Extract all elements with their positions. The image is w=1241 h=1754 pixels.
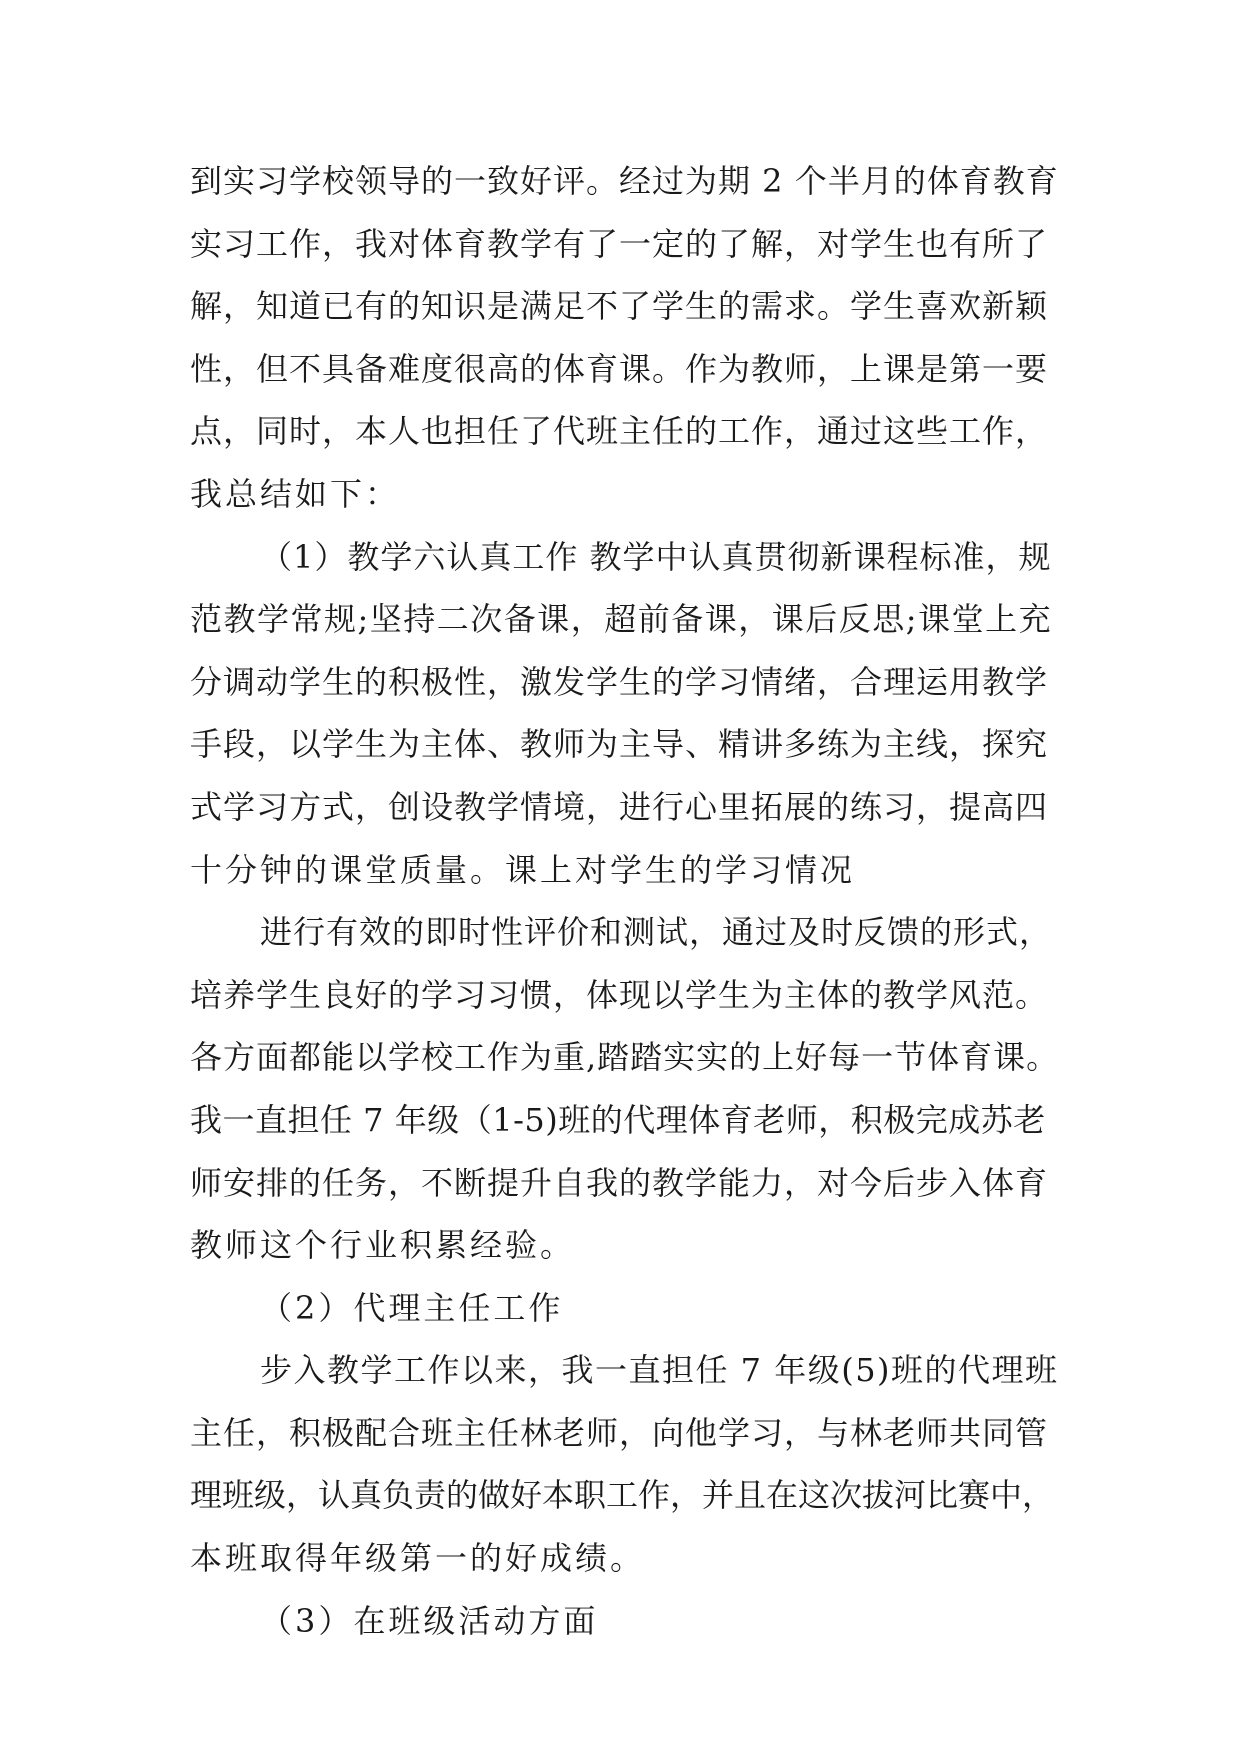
text-line: 实习工作，我对体育教学有了一定的了解，对学生也有所了 bbox=[190, 224, 1049, 263]
text-line: 理班级，认真负责的做好本职工作，并且在这次拔河比赛中， bbox=[190, 1476, 1055, 1515]
text-line: 培养学生良好的学习习惯，体现以学生为主体的教学风范。 bbox=[190, 975, 1049, 1014]
text-line: 本班取得年级第一的好成绩。 bbox=[190, 1539, 646, 1578]
text-line: 步入教学工作以来，我一直担任 7 年级(5)班的代理班 bbox=[260, 1351, 1059, 1390]
text-line: （3）在班级活动方面 bbox=[260, 1601, 599, 1640]
text-line: 性，但不具备难度很高的体育课。作为教师，上课是第一要 bbox=[190, 349, 1049, 388]
document-body bbox=[190, 150, 1060, 1652]
text-line: 分调动学生的积极性，激发学生的学习情绪，合理运用教学 bbox=[190, 662, 1049, 701]
text-line: （1）教学六认真工作 教学中认真贯彻新课程标准，规 bbox=[260, 537, 1052, 576]
text-line: 教师这个行业积累经验。 bbox=[190, 1226, 576, 1265]
text-line: 我一直担任 7 年级（1-5)班的代理体育老师，积极完成苏老 bbox=[190, 1100, 1046, 1139]
text-line: 点，同时，本人也担任了代班主任的工作，通过这些工作， bbox=[190, 412, 1049, 451]
text-line: 我总结如下： bbox=[190, 474, 401, 513]
text-line: （2）代理主任工作 bbox=[260, 1288, 564, 1327]
text-line: 到实习学校领导的一致好评。经过为期 2 个半月的体育教育 bbox=[190, 162, 1059, 200]
text-line: 范教学常规;坚持二次备课，超前备课，课后反思;课堂上充 bbox=[190, 600, 1053, 639]
text-line: 解，知道已有的知识是满足不了学生的需求。学生喜欢新颖 bbox=[190, 287, 1049, 326]
text-line: 式学习方式，创设教学情境，进行心里拓展的练习，提高四 bbox=[190, 787, 1049, 826]
text-line: 各方面都能以学校工作为重,踏踏实实的上好每一节体育课。 bbox=[190, 1038, 1060, 1077]
text-line: 十分钟的课堂质量。课上对学生的学习情况 bbox=[190, 850, 856, 889]
text-line: 手段，以学生为主体、教师为主导、精讲多练为主线，探究 bbox=[190, 725, 1049, 764]
text-line: 师安排的任务，不断提升自我的教学能力，对今后步入体育 bbox=[190, 1163, 1049, 1202]
text-line: 主任，积极配合班主任林老师，向他学习，与林老师共同管 bbox=[190, 1413, 1049, 1452]
text-line: 进行有效的即时性评价和测试，通过及时反馈的形式， bbox=[260, 913, 1053, 952]
